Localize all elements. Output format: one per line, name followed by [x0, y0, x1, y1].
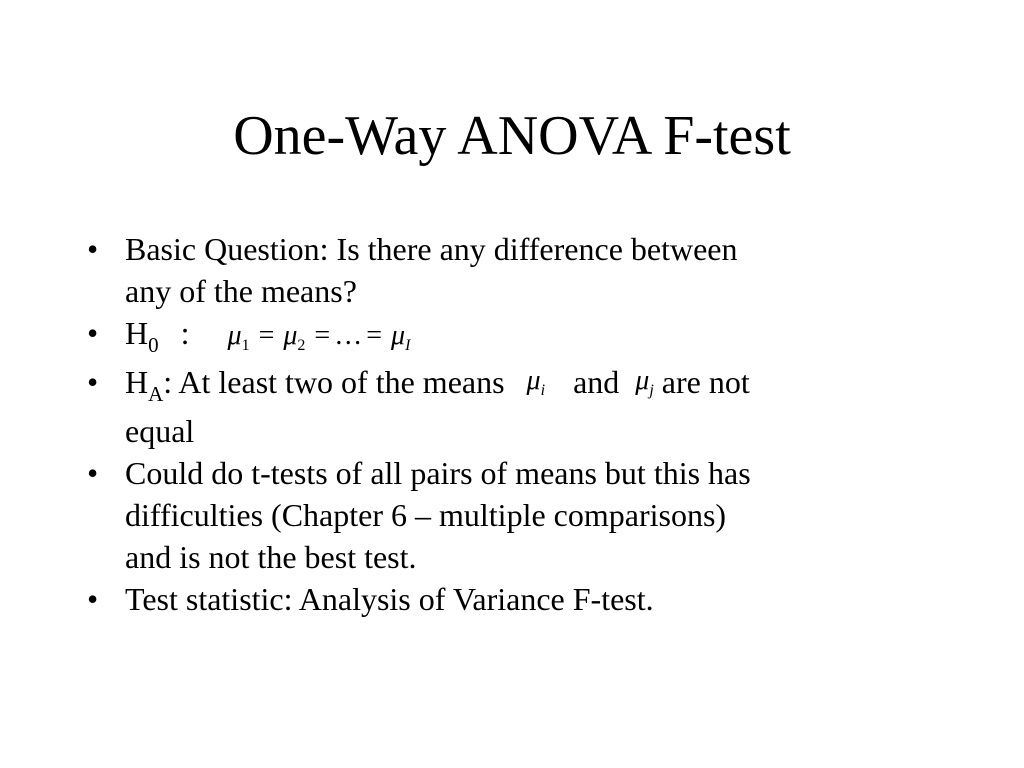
hypothesis-symbol: $H_A$ [125, 364, 164, 406]
bullet-icon: • [87, 315, 99, 351]
bullet-icon: • [87, 231, 99, 267]
bullet-icon: • [87, 455, 99, 491]
mu-j-symbol: $\mu_j$ [635, 365, 654, 399]
bullet-text-line: any of the means? [125, 273, 357, 309]
bullet-list [87, 228, 925, 620]
slide-title: One-Way ANOVA F-test [233, 105, 791, 167]
mu-i-symbol: $\mu_i$ [526, 365, 546, 399]
bullet-t-tests [87, 452, 925, 578]
bullet-text-line: difficulties (Chapter 6 – multiple comparisons) [125, 497, 727, 533]
hypothesis-symbol: $H_0$ [125, 315, 159, 357]
bullet-text-line: equal [125, 413, 195, 449]
bullet-text-line: Basic Question: Is there any difference between [125, 231, 738, 267]
bullet-text-line: $H_A$: At least two of the means $\mu_i$ and $\mu_j$ are not [125, 361, 925, 410]
bullet-test-statistic [87, 578, 925, 620]
bullet-icon: • [87, 581, 99, 617]
bullet-icon: • [87, 364, 99, 400]
bullet-null-hypothesis [87, 312, 925, 361]
null-hypothesis-equation: $\mu_1 = \mu_2$ = … = $\mu_I$ [227, 320, 411, 354]
bullet-text-line: and is not the best test. [125, 539, 417, 575]
bullet-text-line: Test statistic: Analysis of Variance F-test. [125, 581, 654, 617]
bullet-basic-question [87, 228, 925, 312]
bullet-text-line: Could do t-tests of all pairs of means but this has [125, 455, 751, 491]
bullet-alternative-hypothesis [87, 361, 925, 452]
hypothesis-colon: : [180, 315, 190, 351]
